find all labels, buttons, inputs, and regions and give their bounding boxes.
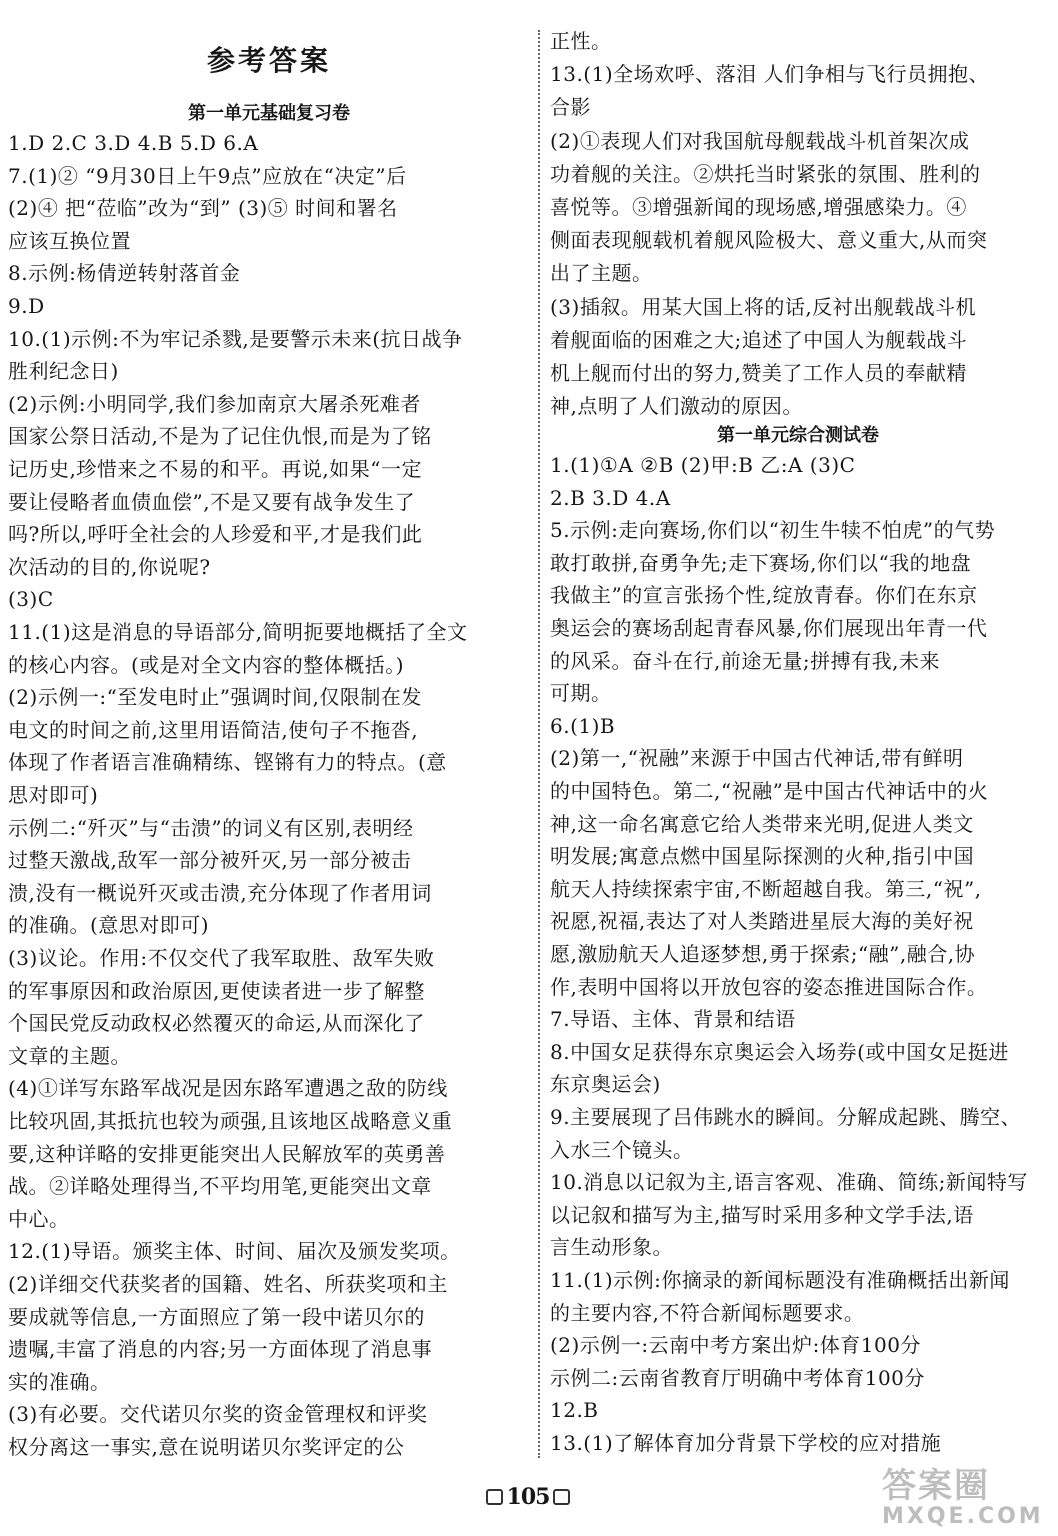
page-number xyxy=(486,1480,570,1514)
answer-line: 12.B xyxy=(550,1398,599,1423)
answer-line: 要让侵略者血债血偿”,不是又要有战争发生了 xyxy=(8,489,416,514)
page-ornament-left-icon xyxy=(486,1489,503,1505)
answer-line: (2)示例:小明同学,我们参加南京大屠杀死难者 xyxy=(8,391,421,416)
answer-line: 的主要内容,不符合新闻标题要求。 xyxy=(550,1300,865,1325)
answer-line: (3)C xyxy=(8,587,54,612)
answer-line: 神,这一命名寓意它给人类带来光明,促进人类文 xyxy=(550,811,974,836)
answer-line: 记历史,珍惜来之不易的和平。再说,如果“一定 xyxy=(8,457,422,481)
answer-line: (2)第一,“祝融”来源于中国古代神话,带有鲜明 xyxy=(550,746,964,771)
answer-line: 遗嘱,丰富了消息的内容;另一方面体现了消息事 xyxy=(8,1337,433,1362)
answer-line: 13.(1)全场欢呼、落泪 人们争相与飞行员拥抱、 xyxy=(550,62,989,87)
page-ornament-right-icon xyxy=(553,1489,570,1505)
answer-line: 次活动的目的,你说呢? xyxy=(8,554,211,579)
answer-line: 神,点明了人们激动的原因。 xyxy=(550,394,803,419)
answer-line: 体现了作者语言准确精练、铿锵有力的特点。(意 xyxy=(8,750,447,775)
answer-line: 示例二:“歼灭”与“击溃”的词义有区别,表明经 xyxy=(8,815,414,840)
answer-line: 入水三个镜头。 xyxy=(550,1137,694,1162)
answer-line: 吗?所以,呼吁全社会的人珍爱和平,才是我们此 xyxy=(8,522,423,547)
answer-line: 明发展;寓意点燃中国星际探测的火种,指引中国 xyxy=(550,844,975,869)
answer-line: 敢打敢拼,奋勇争先;走下赛场,你们以“我的地盘 xyxy=(550,550,972,575)
answer-line: 胜利纪念日) xyxy=(8,359,119,384)
answer-line: 的中国特色。第二,“祝融”是中国古代神话中的火 xyxy=(550,779,989,803)
answer-line: 思对即可) xyxy=(8,783,99,807)
answer-line: 国家公祭日活动,不是为了记住仇恨,而是为了铭 xyxy=(8,424,432,449)
answer-line: 祝愿,祝福,表达了对人类踏进星辰大海的美好祝 xyxy=(550,909,974,934)
answer-line: (3)有必要。交代诺贝尔奖的资金管理权和评奖 xyxy=(8,1402,428,1427)
answer-line: 战。②详略处理得当,不平均用笔,更能突出文章 xyxy=(8,1174,432,1199)
answer-line: 13.(1)了解体育加分背景下学校的应对措施 xyxy=(550,1431,942,1455)
answer-line: 着舰面临的困难之大;追述了中国人为舰载战斗 xyxy=(550,327,968,352)
answer-line: 示例二:云南省教育厅明确中考体育100分 xyxy=(550,1365,925,1390)
watermark-logo: 答案圈 xyxy=(882,1466,990,1506)
answer-line: 合影 xyxy=(550,95,591,120)
answer-line: 实的准确。 xyxy=(8,1369,111,1394)
answer-line: 应该互换位置 xyxy=(8,228,131,253)
answer-line: 以记叙和描写为主,描写时采用多种文学手法,语 xyxy=(550,1202,974,1227)
answer-line: 航天人持续探索宇宙,不断超越自我。第三,“祝”, xyxy=(550,876,982,901)
answer-line: (2)④ 把“莅临”改为“到” (3)⑤ 时间和署名 xyxy=(8,196,398,221)
answer-line: 愿,激励航天人追逐梦想,勇于探索;“融”,融合,协 xyxy=(550,942,976,966)
answer-line: (3)议论。作用:不仅交代了我军取胜、敌军失败 xyxy=(8,946,435,970)
site-watermark xyxy=(882,1468,1052,1532)
answer-line: 9.D xyxy=(8,294,45,318)
page-number-text: 105 xyxy=(506,1484,550,1510)
answer-line: 11.(1)示例:你摘录的新闻标题没有准确概括出新闻 xyxy=(550,1268,1010,1292)
answer-line: (2)详细交代获奖者的国籍、姓名、所获奖项和主 xyxy=(8,1272,448,1296)
answer-line: (2)示例一:“至发电时止”强调时间,仅限制在发 xyxy=(8,685,422,710)
answer-line: 2.B 3.D 4.A xyxy=(550,485,671,510)
answer-line: 9.主要展现了吕伟跳水的瞬间。分解成起跳、腾空、 xyxy=(550,1105,1022,1129)
answer-line: 6.(1)B xyxy=(550,713,616,738)
answer-line: 的核心内容。(或是对全文内容的整体概括。) xyxy=(8,652,405,677)
answer-line: 的风采。奋斗在行,前途无量;拼搏有我,未来 xyxy=(550,648,940,673)
answer-line: 机上舰而付出的努力,赞美了工作人员的奉献精 xyxy=(550,361,967,385)
answer-line: 可期。 xyxy=(550,681,612,706)
section-heading-comprehensive-test: 第一单元综合测试卷 xyxy=(717,425,879,446)
answer-line: 个国民党反动政权必然覆灭的命运,从而深化了 xyxy=(8,1011,425,1036)
answer-line: 出了主题。 xyxy=(550,261,653,286)
answer-line: 7.(1)② “9月30日上午9点”应放在“决定”后 xyxy=(8,163,407,188)
section-heading-basic-review: 第一单元基础复习卷 xyxy=(188,103,350,124)
answer-line: 11.(1)这是消息的导语部分,简明扼要地概括了全文 xyxy=(8,620,468,644)
answer-line: 我做主”的宣言张扬个性,绽放青春。你们在东京 xyxy=(550,583,978,608)
answer-line: 1.(1)①A ②B (2)甲:B 乙:A (3)C xyxy=(550,453,856,477)
answer-line: 权分离这一事实,意在说明诺贝尔奖评定的公 xyxy=(8,1435,405,1459)
answer-line: 7.导语、主体、背景和结语 xyxy=(550,1007,796,1032)
answer-line: 言生动形象。 xyxy=(550,1235,673,1260)
answer-line: 中心。 xyxy=(8,1206,70,1231)
answer-line: 奥运会的赛场刮起青春风暴,你们展现出年青一代 xyxy=(550,616,988,640)
answer-line: (4)①详写东路军战况是因东路军遭遇之敌的防线 xyxy=(8,1076,448,1101)
answer-line: 文章的主题。 xyxy=(8,1043,131,1068)
answer-line: 电文的时间之前,这里用语简洁,使句子不拖沓, xyxy=(8,717,419,742)
answer-line: 12.(1)导语。颁奖主体、时间、届次及颁发奖项。 xyxy=(8,1239,461,1264)
answer-line: 喜悦等。③增强新闻的现场感,增强感染力。④ xyxy=(550,195,967,219)
answer-line: 的军事原因和政治原因,更使读者进一步了解整 xyxy=(8,978,425,1003)
answer-line: 过整天激战,敌军一部分被歼灭,另一部分被击 xyxy=(8,848,412,873)
answer-line: 侧面表现舰载机着舰风险极大、意义重大,从而突 xyxy=(550,228,988,253)
answer-line: 1.D 2.C 3.D 4.B 5.D 6.A xyxy=(8,131,259,155)
answer-line: 要成就等信息,一方面照应了第一段中诺贝尔的 xyxy=(8,1304,425,1329)
column-divider xyxy=(538,30,540,1458)
answer-line: 10.(1)示例:不为牢记杀戮,是要警示未来(抗日战争 xyxy=(8,326,463,351)
answer-line: 作,表明中国将以开放包容的姿态推进国际合作。 xyxy=(550,974,988,999)
answer-line: 8.中国女足获得东京奥运会入场券(或中国女足挺进 xyxy=(550,1039,1009,1064)
answer-line: 要,这种详略的安排更能突出人民解放军的英勇善 xyxy=(8,1141,446,1166)
answer-line: 8.示例:杨倩逆转射落首金 xyxy=(8,261,241,286)
answer-line: 5.示例:走向赛场,你们以“初生牛犊不怕虎”的气势 xyxy=(550,518,996,543)
answer-line: 比较巩固,其抵抗也较为顽强,且该地区战略意义重 xyxy=(8,1109,453,1133)
answer-line: 功着舰的关注。②烘托当时紧张的氛围、胜利的 xyxy=(550,161,981,186)
answer-line: 10.消息以记叙为主,语言客观、准确、简练;新闻特写 xyxy=(550,1170,1028,1195)
answer-line: (2)示例一:云南中考方案出炉:体育100分 xyxy=(550,1333,921,1358)
page-title: 参考答案 xyxy=(206,44,331,77)
answer-line: 的准确。(意思对即可) xyxy=(8,913,210,938)
watermark-url: MXQE.COM xyxy=(882,1504,1044,1529)
answer-line: (3)插叙。用某大国上将的话,反衬出舰载战斗机 xyxy=(550,294,977,319)
answer-line: 正性。 xyxy=(550,29,612,53)
answer-line: (2)①表现人们对我国航母舰载战斗机首架次成 xyxy=(550,128,970,153)
answer-line: 东京奥运会) xyxy=(550,1072,661,1097)
answer-line: 溃,没有一概说歼灭或击溃,充分体现了作者用词 xyxy=(8,880,432,905)
